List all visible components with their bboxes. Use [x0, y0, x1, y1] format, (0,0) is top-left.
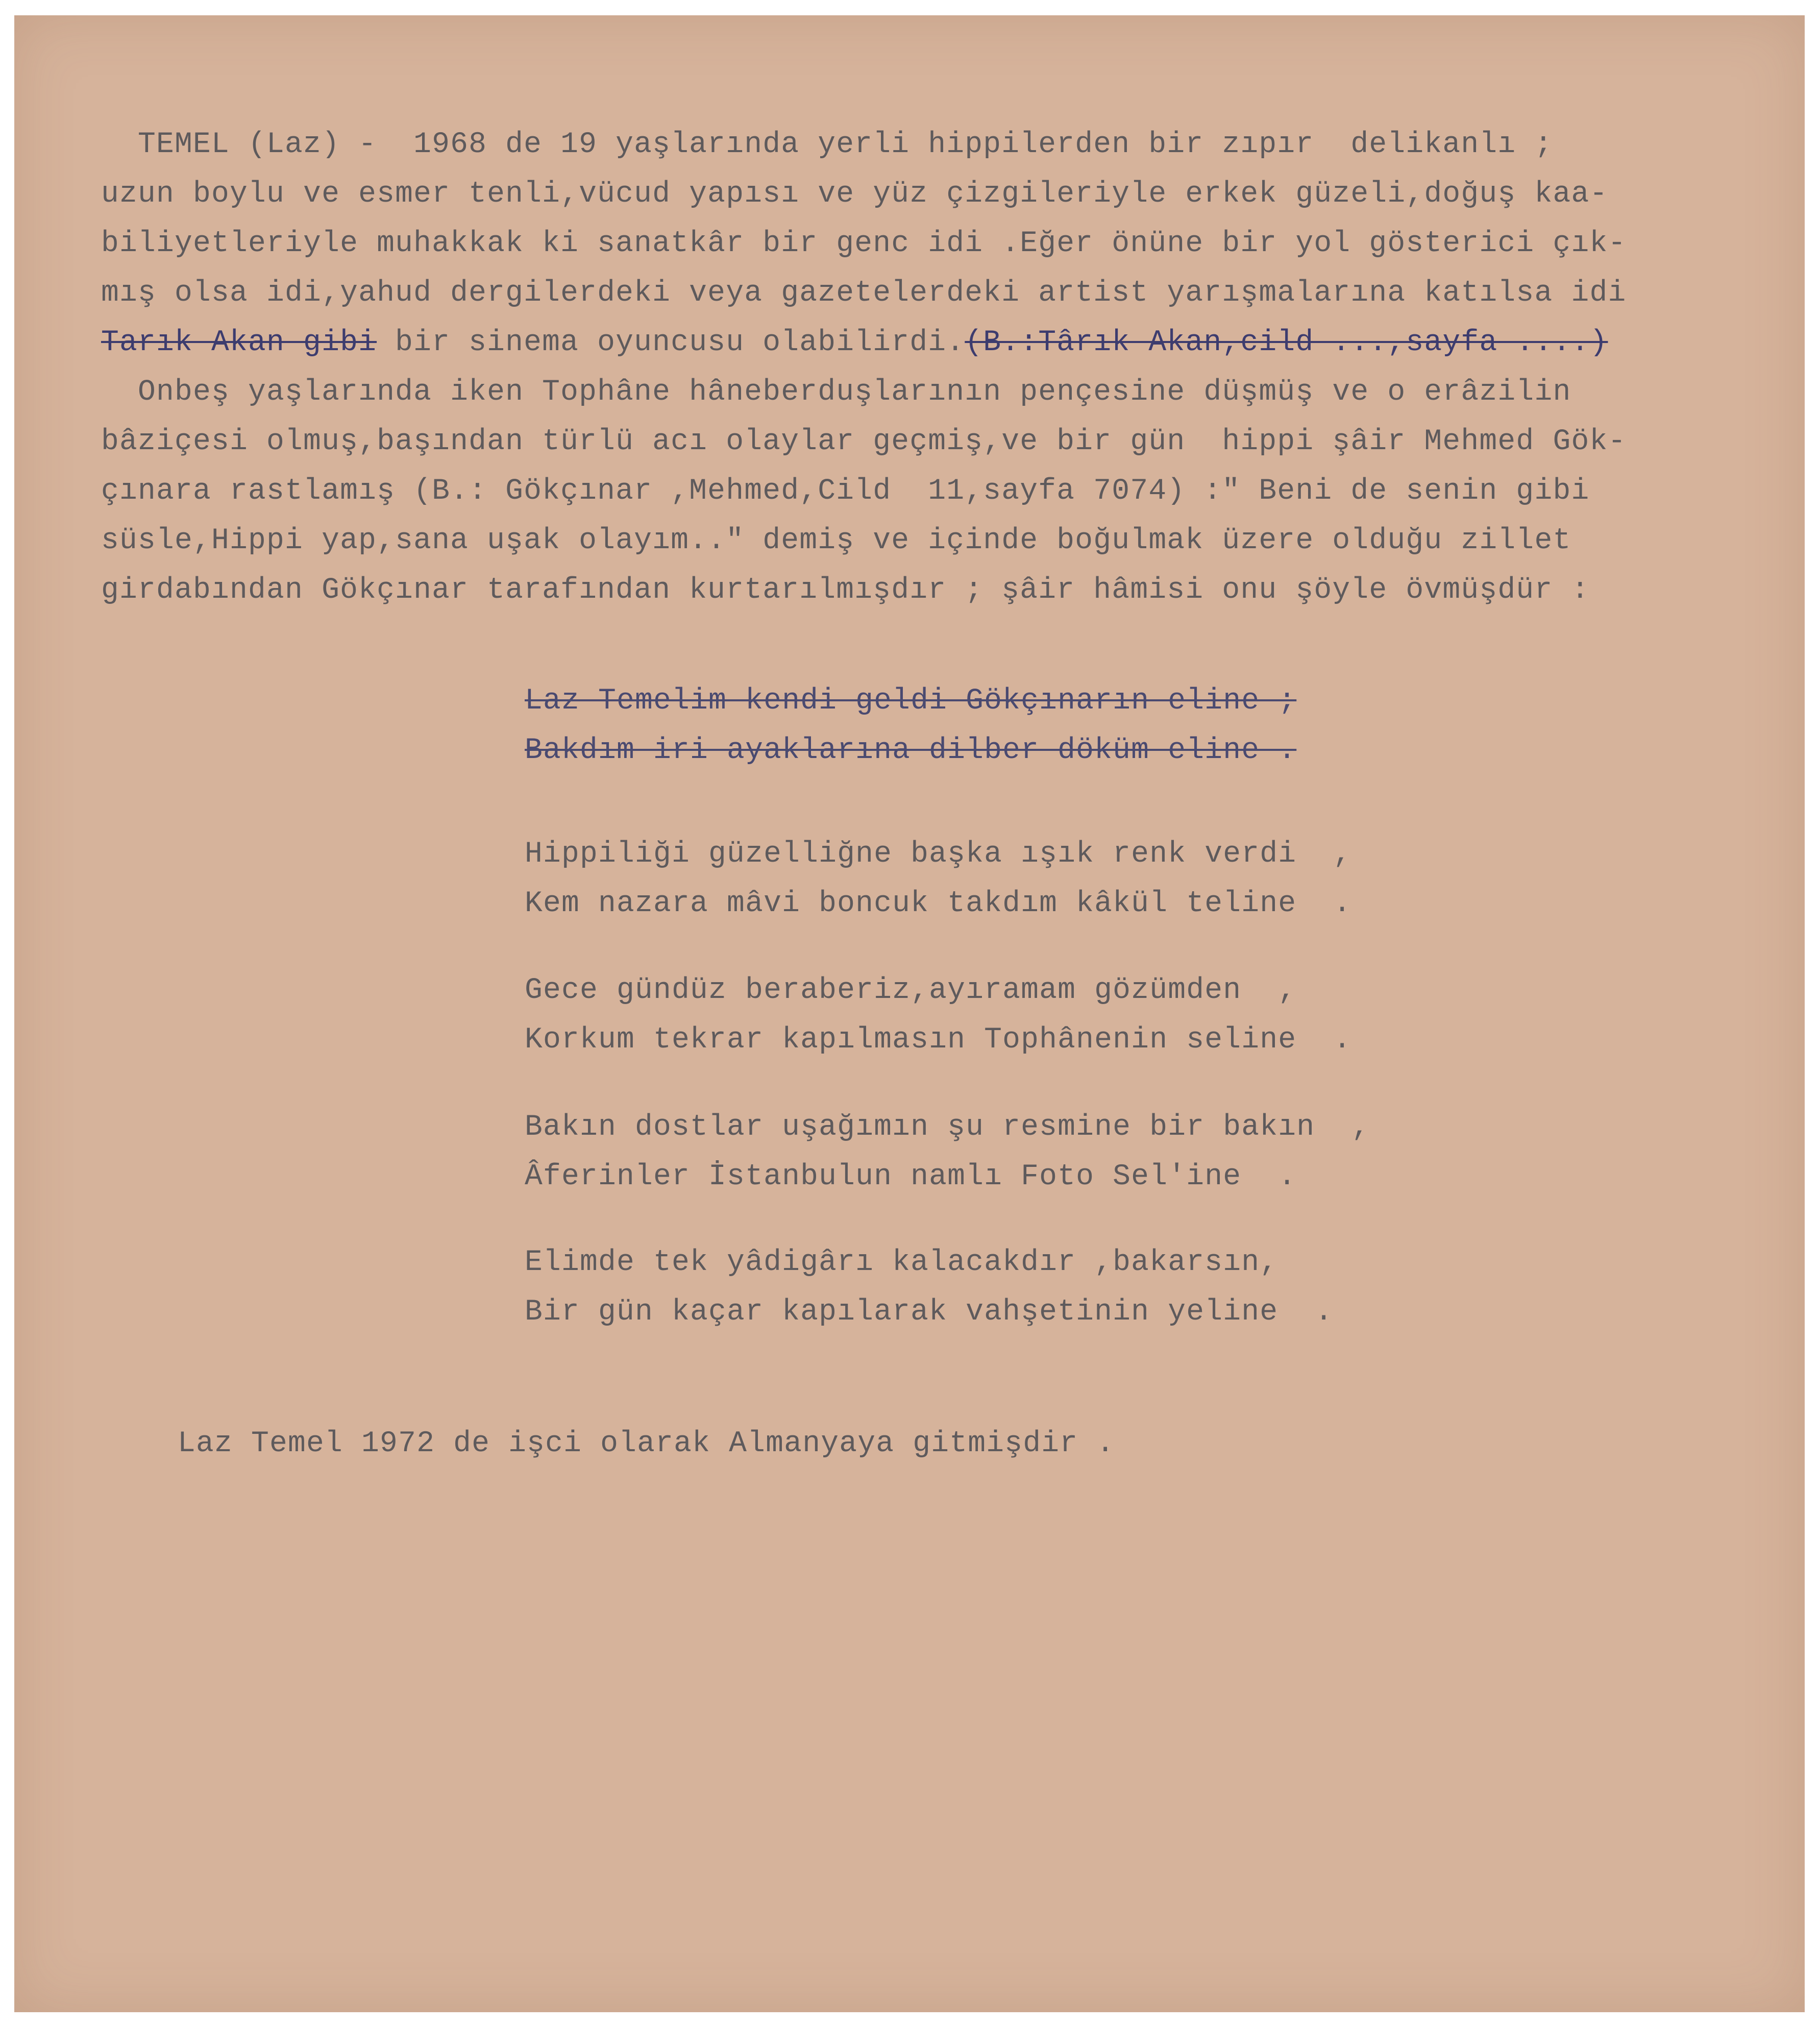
continuation-line-4: süsle,Hippi yap,sana uşak olayım.." demiş ve içinde boğulmak üzere olduğu zillet	[101, 524, 1571, 557]
paragraph-line-3: biliyetleriyle muhakkak ki sanatkâr bir genc idi .Eğer önüne bir yol gösterici çık-	[101, 227, 1627, 260]
continuation-line-5: girdabından Gökçınar tarafından kurtarılmışdır ; şâir hâmisi onu şöyle övmüşdür :	[101, 574, 1590, 607]
struck-text-tarik-akan: Tarık Akan gibi	[101, 326, 377, 359]
verse-line: Kem nazara mâvi boncuk takdım kâkül teline .	[525, 887, 1352, 920]
verse-line: Korkum tekrar kapılmasın Tophânenin seline .	[525, 1023, 1352, 1057]
struck-verse-line-2: Bakdım iri ayaklarına dilber döküm eline .	[525, 734, 1297, 767]
biography-paragraph	[101, 120, 1626, 615]
struck-reference: (B.:Târık Akan,cild ...,sayfa ....)	[965, 326, 1608, 359]
verse-stanza-2	[525, 966, 1351, 1065]
typed-page	[14, 15, 1805, 2012]
struck-verse-line-1: Laz Temelim kendi geldi Gökçınarın eline ;	[525, 685, 1297, 718]
paragraph-line-2: uzun boylu ve esmer tenli,vücud yapısı ve yüz çizgileriyle erkek güzeli,doğuş kaa-	[101, 178, 1608, 211]
verse-stanza-4	[525, 1238, 1333, 1337]
verse-line: Gece gündüz beraberiz,ayıramam gözümden ,	[525, 974, 1297, 1007]
verse-stanza-1	[525, 829, 1351, 929]
continuation-line-2: bâziçesi olmuş,başından türlü acı olaylar geçmiş,ve bir gün hippi şâir Mehmed Gök-	[101, 425, 1627, 458]
verse-line: Âferinler İstanbulun namlı Foto Sel'ine .	[525, 1160, 1297, 1193]
continuation-line-3: çınara rastlamış (B.: Gökçınar ,Mehmed,Cild 11,sayfa 7074) :" Beni de senin gibi	[101, 475, 1590, 508]
verse-stanza-3	[525, 1103, 1370, 1202]
paragraph-line-5: bir sinema oyuncusu olabilirdi.	[377, 326, 965, 359]
verse-line: Hippiliği güzelliğne başka ışık renk verdi ,	[525, 838, 1352, 871]
paragraph-line-1: TEMEL (Laz) - 1968 de 19 yaşlarında yerli hippilerden bir zıpır delikanlı ;	[101, 128, 1553, 161]
verse-line: Elimde tek yâdigârı kalacakdır ,bakarsın,	[525, 1246, 1278, 1279]
closing-note: Laz Temel 1972 de işci olarak Almanyaya gitmişdir .	[178, 1427, 1115, 1460]
verse-line: Bakın dostlar uşağımın şu resmine bir bakın ,	[525, 1111, 1370, 1144]
verse-line: Bir gün kaçar kapılarak vahşetinin yeline .	[525, 1296, 1334, 1329]
continuation-line-1: Onbeş yaşlarında iken Tophâne hâneberduşlarının pençesine düşmüş ve o erâzilin	[101, 376, 1571, 409]
struck-stanza	[525, 676, 1296, 775]
paragraph-line-4: mış olsa idi,yahud dergilerdeki veya gazetelerdeki artist yarışmalarına katılsa idi	[101, 277, 1627, 310]
